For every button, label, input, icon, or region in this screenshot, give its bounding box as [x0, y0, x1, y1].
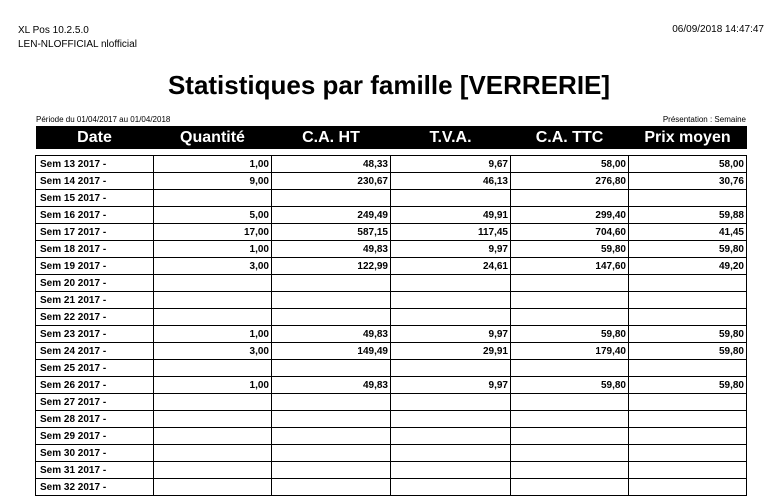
cell-ca-ht — [272, 309, 391, 326]
table-row — [36, 479, 747, 496]
user-name: LEN-NLOFFICIAL nlofficial — [18, 39, 137, 50]
cell-date: Sem 30 2017 - — [36, 445, 154, 462]
cell-average-price: 58,00 — [629, 156, 747, 173]
cell-quantity — [154, 309, 272, 326]
cell-average-price — [629, 309, 747, 326]
cell-tva: 29,91 — [391, 343, 511, 360]
cell-ca-ht: 49,83 — [272, 241, 391, 258]
table-row — [36, 241, 747, 258]
cell-ca-ttc — [511, 462, 629, 479]
table-row — [36, 292, 747, 309]
table-row — [36, 309, 747, 326]
app-name: XL Pos 10.2.5.0 — [18, 25, 89, 36]
cell-average-price — [629, 275, 747, 292]
cell-date: Sem 22 2017 - — [36, 309, 154, 326]
table-row — [36, 275, 747, 292]
cell-date: Sem 26 2017 - — [36, 377, 154, 394]
table-row — [36, 394, 747, 411]
cell-date: Sem 15 2017 - — [36, 190, 154, 207]
cell-ca-ht — [272, 190, 391, 207]
cell-ca-ttc: 59,80 — [511, 241, 629, 258]
cell-ca-ttc: 704,60 — [511, 224, 629, 241]
cell-quantity — [154, 190, 272, 207]
cell-ca-ttc: 59,80 — [511, 326, 629, 343]
cell-date: Sem 13 2017 - — [36, 156, 154, 173]
table-header-row — [36, 126, 747, 149]
cell-date: Sem 16 2017 - — [36, 207, 154, 224]
print-datetime: 06/09/2018 14:47:47 — [672, 24, 764, 35]
cell-quantity — [154, 445, 272, 462]
column-header-tva: T.V.A. — [391, 126, 511, 149]
cell-quantity — [154, 360, 272, 377]
table-row — [36, 360, 747, 377]
cell-ca-ht: 230,67 — [272, 173, 391, 190]
cell-tva — [391, 309, 511, 326]
cell-date: Sem 21 2017 - — [36, 292, 154, 309]
table-row — [36, 326, 747, 343]
cell-quantity: 1,00 — [154, 377, 272, 394]
cell-average-price — [629, 411, 747, 428]
cell-quantity — [154, 411, 272, 428]
column-header-quantity: Quantité — [154, 126, 272, 149]
cell-average-price — [629, 428, 747, 445]
cell-ca-ttc: 276,80 — [511, 173, 629, 190]
cell-tva: 9,67 — [391, 156, 511, 173]
cell-ca-ht — [272, 428, 391, 445]
cell-average-price — [629, 445, 747, 462]
cell-ca-ht — [272, 360, 391, 377]
period-label: Période du 01/04/2017 au 01/04/2018 — [36, 115, 171, 124]
table-row — [36, 207, 747, 224]
cell-ca-ttc — [511, 479, 629, 496]
cell-average-price: 59,80 — [629, 343, 747, 360]
report-title: Statistiques par famille [VERRERIE] — [167, 70, 611, 100]
cell-average-price — [629, 462, 747, 479]
table-row — [36, 190, 747, 207]
cell-average-price — [629, 360, 747, 377]
cell-tva — [391, 394, 511, 411]
cell-average-price — [629, 479, 747, 496]
cell-tva — [391, 445, 511, 462]
table-row — [36, 411, 747, 428]
cell-ca-ttc — [511, 190, 629, 207]
cell-ca-ht — [272, 411, 391, 428]
column-header-average-price: Prix moyen — [629, 126, 747, 149]
cell-date: Sem 28 2017 - — [36, 411, 154, 428]
cell-quantity: 1,00 — [154, 326, 272, 343]
cell-tva: 9,97 — [391, 241, 511, 258]
cell-quantity — [154, 462, 272, 479]
column-header-date: Date — [36, 126, 154, 149]
cell-ca-ttc — [511, 394, 629, 411]
cell-ca-ttc: 299,40 — [511, 207, 629, 224]
cell-average-price: 49,20 — [629, 258, 747, 275]
cell-quantity — [154, 479, 272, 496]
cell-tva: 46,13 — [391, 173, 511, 190]
cell-date: Sem 31 2017 - — [36, 462, 154, 479]
cell-ca-ht — [272, 479, 391, 496]
cell-tva — [391, 360, 511, 377]
cell-ca-ttc: 179,40 — [511, 343, 629, 360]
cell-ca-ht: 48,33 — [272, 156, 391, 173]
cell-ca-ht — [272, 445, 391, 462]
cell-ca-ht: 249,49 — [272, 207, 391, 224]
cell-date: Sem 18 2017 - — [36, 241, 154, 258]
cell-ca-ttc — [511, 445, 629, 462]
report-header-left — [18, 24, 137, 52]
cell-tva: 9,97 — [391, 326, 511, 343]
table-row — [36, 377, 747, 394]
cell-tva — [391, 411, 511, 428]
cell-ca-ttc — [511, 309, 629, 326]
cell-average-price: 59,80 — [629, 241, 747, 258]
cell-quantity: 3,00 — [154, 343, 272, 360]
cell-date: Sem 27 2017 - — [36, 394, 154, 411]
table-row — [36, 462, 747, 479]
cell-date: Sem 32 2017 - — [36, 479, 154, 496]
table-row — [36, 428, 747, 445]
cell-ca-ht — [272, 394, 391, 411]
cell-ca-ttc — [511, 428, 629, 445]
cell-tva: 24,61 — [391, 258, 511, 275]
cell-average-price — [629, 394, 747, 411]
cell-ca-ttc: 58,00 — [511, 156, 629, 173]
cell-tva — [391, 462, 511, 479]
presentation-label: Présentation : Semaine — [662, 115, 746, 124]
cell-date: Sem 25 2017 - — [36, 360, 154, 377]
cell-date: Sem 17 2017 - — [36, 224, 154, 241]
table-row — [36, 343, 747, 360]
table-row — [36, 224, 747, 241]
cell-ca-ttc: 147,60 — [511, 258, 629, 275]
cell-ca-ttc — [511, 411, 629, 428]
cell-quantity — [154, 292, 272, 309]
cell-quantity: 9,00 — [154, 173, 272, 190]
cell-quantity — [154, 428, 272, 445]
cell-ca-ht: 49,83 — [272, 377, 391, 394]
cell-tva — [391, 292, 511, 309]
cell-ca-ht — [272, 292, 391, 309]
cell-average-price: 59,88 — [629, 207, 747, 224]
cell-tva: 117,45 — [391, 224, 511, 241]
table-row — [36, 156, 747, 173]
table-row — [36, 445, 747, 462]
cell-average-price: 30,76 — [629, 173, 747, 190]
cell-average-price: 59,80 — [629, 377, 747, 394]
cell-quantity: 17,00 — [154, 224, 272, 241]
cell-date: Sem 20 2017 - — [36, 275, 154, 292]
cell-ca-ht: 122,99 — [272, 258, 391, 275]
column-header-ca-ttc: C.A. TTC — [511, 126, 629, 149]
cell-quantity — [154, 394, 272, 411]
cell-ca-ttc — [511, 292, 629, 309]
cell-quantity: 5,00 — [154, 207, 272, 224]
cell-tva: 49,91 — [391, 207, 511, 224]
cell-ca-ttc — [511, 275, 629, 292]
cell-ca-ttc: 59,80 — [511, 377, 629, 394]
cell-ca-ht: 49,83 — [272, 326, 391, 343]
cell-tva — [391, 479, 511, 496]
cell-quantity: 1,00 — [154, 241, 272, 258]
cell-average-price — [629, 190, 747, 207]
cell-average-price — [629, 292, 747, 309]
table-row — [36, 258, 747, 275]
cell-ca-ht — [272, 462, 391, 479]
cell-ca-ht: 149,49 — [272, 343, 391, 360]
cell-tva — [391, 275, 511, 292]
table-body — [36, 156, 747, 496]
cell-tva: 9,97 — [391, 377, 511, 394]
cell-tva — [391, 190, 511, 207]
cell-average-price: 41,45 — [629, 224, 747, 241]
table-row — [36, 173, 747, 190]
statistics-table — [35, 126, 747, 496]
cell-ca-ttc — [511, 360, 629, 377]
cell-average-price: 59,80 — [629, 326, 747, 343]
cell-date: Sem 24 2017 - — [36, 343, 154, 360]
cell-quantity: 3,00 — [154, 258, 272, 275]
cell-date: Sem 29 2017 - — [36, 428, 154, 445]
cell-date: Sem 23 2017 - — [36, 326, 154, 343]
cell-quantity — [154, 275, 272, 292]
cell-date: Sem 14 2017 - — [36, 173, 154, 190]
column-header-ca-ht: C.A. HT — [272, 126, 391, 149]
cell-date: Sem 19 2017 - — [36, 258, 154, 275]
cell-tva — [391, 428, 511, 445]
cell-ca-ht — [272, 275, 391, 292]
cell-ca-ht: 587,15 — [272, 224, 391, 241]
cell-quantity: 1,00 — [154, 156, 272, 173]
